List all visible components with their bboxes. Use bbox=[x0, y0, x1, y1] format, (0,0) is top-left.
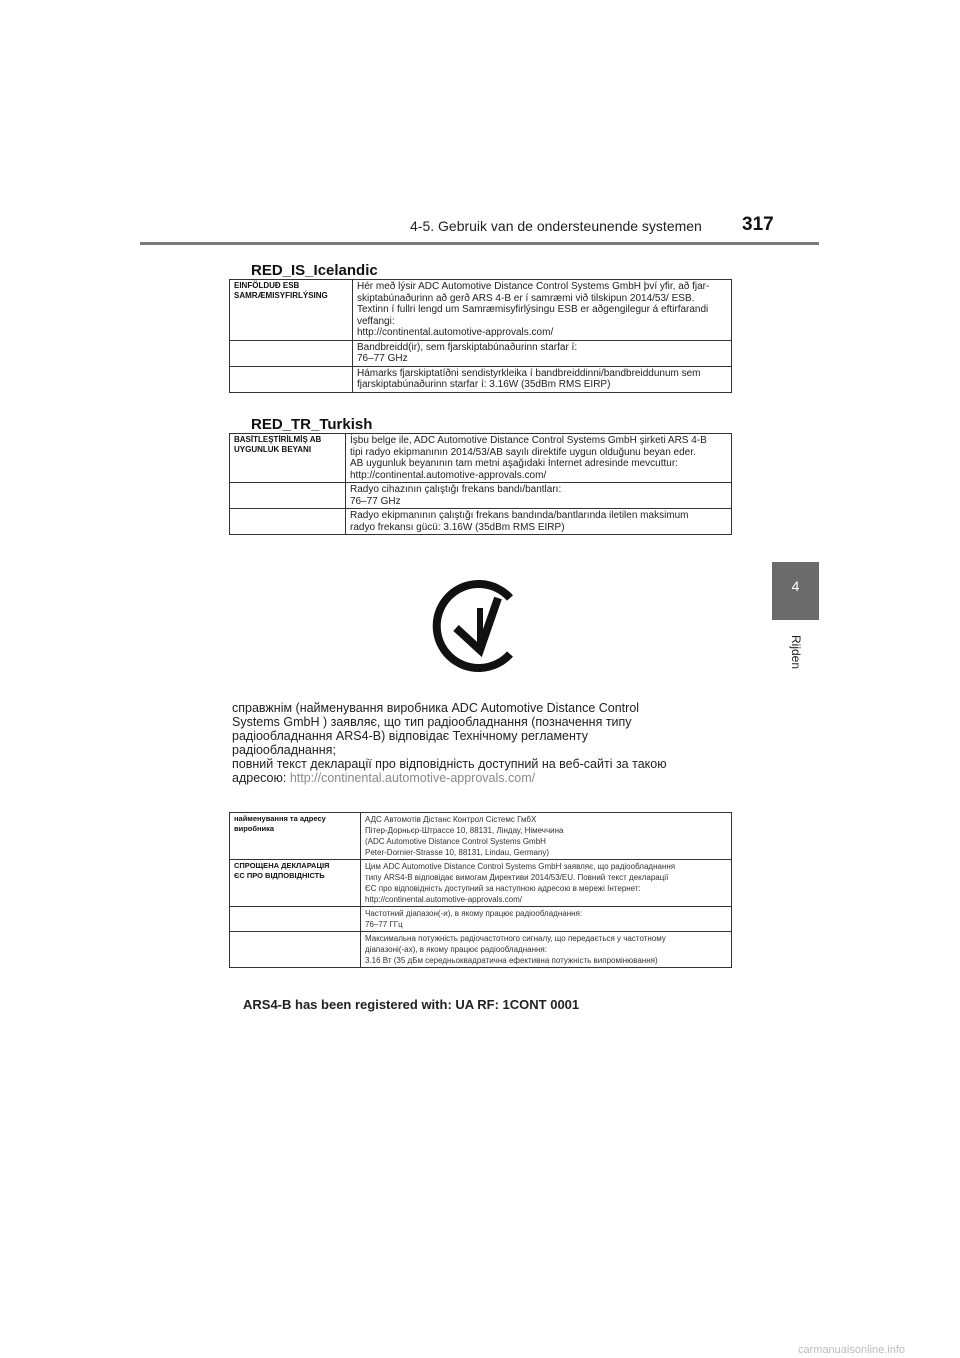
ukr-line: радіообладнання ARS4-B) відповідає Технічному регламенту bbox=[232, 729, 589, 743]
row-value-line: діапазоні(-ах), в якому працює радіообладнання: bbox=[365, 945, 547, 954]
row-label-line: UYGUNLUK BEYANI bbox=[234, 445, 312, 454]
row-value bbox=[346, 483, 732, 509]
row-value-line: fjarskiptabúnaðurinn starfar í: 3.16W (35dBm RMS EIRP) bbox=[357, 379, 611, 390]
table-row bbox=[230, 860, 732, 907]
row-value bbox=[353, 340, 732, 366]
header-divider bbox=[140, 242, 819, 245]
icelandic-heading: RED_IS_Icelandic bbox=[251, 262, 378, 279]
row-value bbox=[353, 366, 732, 392]
row-label bbox=[230, 340, 353, 366]
row-value bbox=[346, 434, 732, 483]
row-value-line: Hámarks fjarskiptatíðni sendistyrkleika í bandbreiddinni/bandbreiddunum sem bbox=[357, 367, 701, 379]
ukr-line: справжнім (найменування виробника ADC Automotive Distance Control bbox=[232, 701, 640, 715]
row-value-line: İşbu belge ile, ADC Automotive Distance Control Systems GmbH şirketi ARS 4-B bbox=[350, 435, 707, 446]
ukrainian-declaration-text bbox=[232, 701, 752, 785]
row-value bbox=[361, 932, 732, 968]
declaration-link[interactable]: http://continental.automotive-approvals.com/ bbox=[289, 771, 536, 785]
row-value-line: Textinn í fullri lengd um Samræmisyfirlýsingu ESB er aðgengilegur á eftirfarandi bbox=[357, 304, 709, 315]
table-row bbox=[230, 366, 732, 392]
row-value-line: 76–77 ГГц bbox=[365, 920, 403, 929]
row-value bbox=[353, 280, 732, 341]
registration-line: ARS4-B has been registered with: UA RF: 1CONT 0001 bbox=[243, 997, 580, 1012]
row-label bbox=[230, 366, 353, 392]
section-title: 4-5. Gebruik van de ondersteunende systemen bbox=[410, 218, 702, 234]
row-value bbox=[361, 813, 732, 860]
table-row bbox=[230, 813, 732, 860]
row-label bbox=[230, 907, 361, 932]
row-value-line: 3.16 Вт (35 дБм середньоквадратична ефективна потужність випромінювання) bbox=[365, 956, 658, 965]
row-value-line: AB uygunluk beyanının tam metni aşağıdaki İnternet adresinde mevcuttur: bbox=[350, 458, 678, 469]
table-row bbox=[230, 932, 732, 968]
row-value-line: Максимальна потужність радіочастотного сигналу, що передається у частотному bbox=[365, 934, 666, 943]
row-value-line: 76–77 GHz bbox=[357, 353, 408, 364]
ukr-line: Systems GmbH ) заявляє, що тип радіообладнання (позначення типу bbox=[232, 715, 632, 729]
row-value-line: Peter-Dornier-Strasse 10, 88131, Lindau, Germany) bbox=[365, 848, 550, 857]
turkish-heading: RED_TR_Turkish bbox=[251, 416, 373, 433]
table-row bbox=[230, 280, 732, 341]
row-value-line: Пітер-Дорньєр-Штрассе 10, 88131, Ліндау, Німеччина bbox=[365, 826, 564, 835]
row-label bbox=[230, 813, 361, 860]
ua-conformity-mark-icon bbox=[428, 578, 532, 674]
row-label-line: виробника bbox=[234, 824, 275, 833]
table-row bbox=[230, 907, 732, 932]
row-label bbox=[230, 483, 346, 509]
row-value bbox=[361, 907, 732, 932]
row-value-line: skiptabúnaðurinn að gerð ARS 4-B er í samræmi við tilskipun 2014/53/ ESB. bbox=[357, 292, 695, 304]
row-value-line: Hér með lýsir ADC Automotive Distance Control Systems GmbH því yfir, að fjar- bbox=[357, 281, 710, 292]
table-row bbox=[230, 509, 732, 535]
row-label bbox=[230, 860, 361, 907]
turkish-table bbox=[229, 433, 732, 535]
row-label bbox=[230, 932, 361, 968]
row-label bbox=[230, 434, 346, 483]
watermark: carmanualsonline.info bbox=[798, 1344, 906, 1356]
row-value-line: veffangi: bbox=[357, 315, 395, 327]
chapter-label bbox=[781, 632, 811, 672]
ukr-last-line bbox=[232, 771, 752, 785]
row-label-line: EINFÖLDUÐ ESB bbox=[234, 281, 300, 290]
row-label-line: СПРОЩЕНА ДЕКЛАРАЦІЯ bbox=[234, 861, 330, 870]
row-label-line: BASİTLEŞTİRİLMİŞ AB bbox=[234, 435, 322, 444]
row-value-line: (ADC Automotive Distance Control Systems GmbH bbox=[365, 837, 546, 846]
row-value-line: http://continental.automotive-approvals.com/ bbox=[365, 895, 522, 904]
row-label-line: найменування та адресу bbox=[234, 814, 326, 823]
chapter-tab bbox=[772, 562, 819, 620]
ukr-line: радіообладнання; bbox=[232, 743, 336, 757]
table-row bbox=[230, 340, 732, 366]
row-value-line: АДС Автомотів Дістанс Контрол Сістемс ГмбХ bbox=[365, 815, 537, 824]
row-value bbox=[361, 860, 732, 907]
row-value-line: Bandbreidd(ir), sem fjarskiptabúnaðurinn starfar í: bbox=[357, 341, 578, 353]
row-value-line: radyo frekansı gücü: 3.16W (35dBm RMS EIRP) bbox=[350, 521, 565, 533]
page-number: 317 bbox=[742, 214, 774, 235]
row-value-line: Цим ADC Automotive Distance Control Systems GmbH заявляє, що радіообладнання bbox=[365, 862, 676, 871]
row-label bbox=[230, 509, 346, 535]
row-label-line: ЄС ПРО ВІДПОВІДНІСТЬ bbox=[234, 871, 325, 880]
row-value-line: Radyo ekipmanının çalıştığı frekans bandında/bantlarında iletilen maksimum bbox=[350, 510, 689, 521]
row-value bbox=[346, 509, 732, 535]
ukr-address-label: адресою: bbox=[232, 771, 290, 785]
row-value-line: http://continental.automotive-approvals.com/ bbox=[357, 327, 554, 338]
row-value-line: tipi radyo ekipmanının 2014/53/AB sayılı direktife uygun olduğunu beyan eder. bbox=[350, 446, 696, 458]
row-value-line: http://continental.automotive-approvals.com/ bbox=[350, 469, 547, 481]
row-value-line: 76–77 GHz bbox=[350, 495, 401, 507]
row-label bbox=[230, 280, 353, 341]
row-label-line: SAMRÆMISYFIRLÝSING bbox=[234, 291, 328, 300]
table-row bbox=[230, 434, 732, 483]
ukrainian-table bbox=[229, 812, 732, 968]
icelandic-table bbox=[229, 279, 732, 393]
table-row bbox=[230, 483, 732, 509]
ukr-line: повний текст декларації про відповідність доступний на веб-сайті за такою bbox=[232, 757, 667, 771]
row-value-line: Radyo cihazının çalıştığı frekans bandı/bantları: bbox=[350, 484, 562, 495]
row-value-line: типу ARS4-B відповідає вимогам Директиви 2014/53/EU. Повний текст декларації bbox=[365, 873, 669, 882]
row-value-line: ЄС про відповідність доступний за наступною адресою в мережі Інтернет: bbox=[365, 884, 641, 893]
chapter-number: 4 bbox=[791, 578, 800, 594]
row-value-line: Частотний діапазон(-и), в якому працює радіообладнання: bbox=[365, 909, 583, 918]
chapter-label-text: Rijden bbox=[789, 634, 803, 670]
